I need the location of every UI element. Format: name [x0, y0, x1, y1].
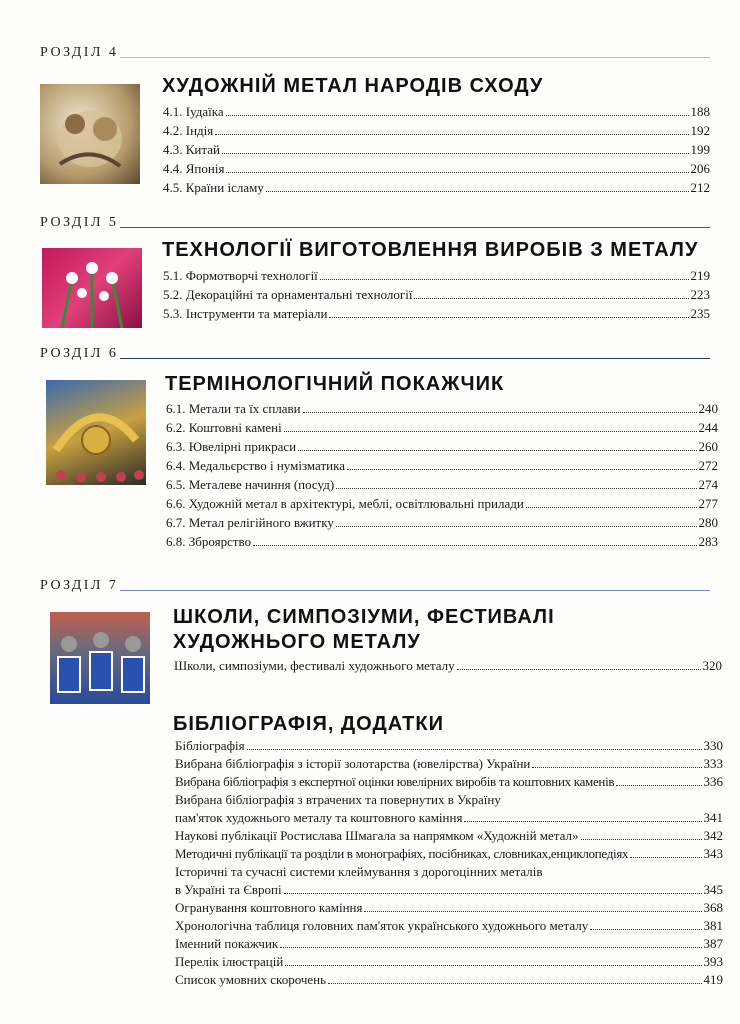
entry-label: 6.4. Медальєрство і нумізматика: [166, 458, 346, 473]
entry-label: Методичні публікації та розділи в монографіях, посібниках, словниках,енциклопедіях: [175, 846, 629, 861]
section-title: ТЕХНОЛОГІЇ ВИГОТОВЛЕННЯ ВИРОБІВ З МЕТАЛУ: [162, 239, 699, 261]
section-4-entries: [163, 104, 710, 199]
entry-page: 345: [703, 882, 723, 897]
entry-label: 6.5. Металеве начиння (посуд): [166, 477, 335, 492]
knights-icon: [50, 612, 150, 704]
entry-page: 381: [703, 918, 723, 933]
toc-entry[interactable]: [175, 828, 723, 846]
entry-label: 6.6. Художній метал в архітектурі, меблі, освітлювальні прилади: [166, 496, 524, 511]
entry-page: 419: [703, 972, 723, 987]
section-rule: [120, 358, 710, 359]
entry-label: 6.2. Коштовні камені: [166, 420, 282, 435]
toc-entry[interactable]: [163, 180, 710, 199]
toc-entry[interactable]: [166, 534, 718, 553]
section-7-entries: [174, 658, 722, 677]
toc-entry[interactable]: [175, 846, 723, 864]
toc-entry[interactable]: [163, 104, 710, 123]
entry-page: 336: [703, 774, 723, 789]
toc-entry[interactable]: [175, 972, 723, 990]
toc-entry[interactable]: [175, 792, 723, 810]
entry-label: 4.2. Індія: [163, 123, 214, 138]
entry-page: 244: [698, 420, 718, 435]
section-6-entries: [166, 401, 718, 553]
section-rule: [120, 227, 710, 228]
toc-entry[interactable]: [175, 936, 723, 954]
lily-flowers-icon: [42, 248, 142, 328]
appendix-entries: [175, 738, 723, 990]
toc-entry[interactable]: [175, 738, 723, 756]
toc-entry[interactable]: [166, 458, 718, 477]
entry-label: Огранування коштовного каміння: [175, 900, 363, 915]
section-5-entries: [163, 268, 710, 325]
entry-page: 199: [690, 142, 710, 157]
toc-entry[interactable]: [163, 161, 710, 180]
section-5-header: [40, 215, 710, 231]
entry-label: Іменний покажчик: [175, 936, 279, 951]
entry-page: 235: [690, 306, 710, 321]
toc-entry[interactable]: [163, 306, 710, 325]
section-label: РОЗДІЛ 6: [40, 346, 119, 361]
entry-page: 277: [698, 496, 718, 511]
entry-label: Бібліографія: [175, 738, 245, 753]
entry-page: 272: [698, 458, 718, 473]
toc-entry[interactable]: [175, 864, 723, 882]
toc-entry[interactable]: [166, 496, 718, 515]
entry-label: 4.3. Китай: [163, 142, 220, 157]
entry-page: 283: [698, 534, 718, 549]
entry-label: Список умовних скорочень: [175, 972, 327, 987]
toc-entry[interactable]: [166, 515, 718, 534]
entry-page: 260: [698, 439, 718, 454]
section-rule: [120, 590, 710, 591]
entry-page: 240: [698, 401, 718, 416]
entry-page: 333: [703, 756, 723, 771]
entry-label: 6.7. Метал релігійного вжитку: [166, 515, 334, 530]
entry-page: 219: [690, 268, 710, 283]
section-label: РОЗДІЛ 4: [40, 45, 119, 60]
entry-label: Вибрана бібліографія з експертної оцінки ювелірних виробів та коштовних каменів: [175, 774, 615, 789]
section-label: РОЗДІЛ 5: [40, 215, 119, 230]
toc-entry[interactable]: [175, 918, 723, 936]
entry-label-line1: Історичні та сучасні системи клеймування з дорогоцінних металів: [175, 864, 543, 879]
toc-entry[interactable]: [175, 954, 723, 972]
entry-page: 393: [703, 954, 723, 969]
entry-page: 274: [698, 477, 718, 492]
entry-page: 188: [690, 104, 710, 119]
entry-page: 342: [703, 828, 723, 843]
entry-page: 387: [703, 936, 723, 951]
entry-label-line1: Вибрана бібліографія з втрачених та повернутих в Україну: [175, 792, 501, 807]
section-title-line2: ХУДОЖНЬОГО МЕТАЛУ: [173, 631, 421, 653]
section-4-image: [40, 84, 140, 184]
entry-page: 330: [703, 738, 723, 753]
carved-figure-icon: [40, 84, 140, 184]
toc-entry[interactable]: [175, 900, 723, 918]
entry-page: 212: [690, 180, 710, 195]
toc-entry[interactable]: [163, 142, 710, 161]
toc-entry-cont[interactable]: [175, 810, 723, 828]
section-7-image: [50, 612, 150, 704]
entry-label: 5.1. Формотворчі технології: [163, 268, 318, 283]
entry-label: 4.1. Іудаїка: [163, 104, 224, 119]
entry-label: 6.8. Зброярство: [166, 534, 252, 549]
section-label: РОЗДІЛ 7: [40, 578, 119, 593]
toc-entry[interactable]: [166, 477, 718, 496]
section-rule: [120, 57, 710, 58]
entry-page: 368: [703, 900, 723, 915]
toc-entry-cont[interactable]: [175, 882, 723, 900]
entry-label: Наукові публікації Ростислава Шмагала за напрямком «Художній метал»: [175, 828, 579, 843]
entry-label: 5.3. Інструменти та матеріали: [163, 306, 328, 321]
gold-jewelry-icon: [46, 380, 146, 485]
section-4-header: [40, 45, 710, 61]
entry-label: 6.1. Метали та їх сплави: [166, 401, 301, 416]
toc-entry[interactable]: [174, 658, 722, 677]
entry-label: Школи, симпозіуми, фестивалі художнього металу: [174, 658, 455, 673]
entry-label: 5.2. Декораційні та орнаментальні технології: [163, 287, 413, 302]
entry-page: 343: [703, 846, 723, 861]
entry-label: 4.5. Країни ісламу: [163, 180, 264, 195]
section-5-image: [42, 248, 142, 328]
entry-label: Хронологічна таблиця головних пам'яток українського художнього металу: [175, 918, 589, 933]
entry-label: Перелік ілюстрацій: [175, 954, 284, 969]
entry-page: 280: [698, 515, 718, 530]
entry-label-line2: в Україні та Європі: [175, 882, 282, 897]
section-title: ХУДОЖНІЙ МЕТАЛ НАРОДІВ СХОДУ: [162, 75, 544, 97]
entry-page: 206: [690, 161, 710, 176]
toc-entry[interactable]: [163, 268, 710, 287]
entry-page: 192: [690, 123, 710, 138]
toc-entry[interactable]: [166, 439, 718, 458]
toc-entry[interactable]: [166, 420, 718, 439]
entry-label: 6.3. Ювелірні прикраси: [166, 439, 297, 454]
entry-page: 223: [690, 287, 710, 302]
section-6-header: [40, 346, 710, 362]
entry-page: 320: [702, 658, 722, 673]
toc-entry[interactable]: [163, 287, 710, 306]
entry-label: Вибрана бібліографія з історії золотарства (ювелірства) України: [175, 756, 531, 771]
entry-label: 4.4. Японія: [163, 161, 225, 176]
entry-label-line2: пам'яток художнього металу та коштовного каміння: [175, 810, 463, 825]
entry-page: 341: [703, 810, 723, 825]
toc-entry[interactable]: [166, 401, 718, 420]
toc-entry[interactable]: [163, 123, 710, 142]
section-7-header: [40, 578, 710, 594]
toc-entry[interactable]: [175, 756, 723, 774]
appendix-title: БІБЛІОГРАФІЯ, ДОДАТКИ: [173, 713, 444, 735]
toc-entry[interactable]: [175, 774, 723, 792]
section-title: ТЕРМІНОЛОГІЧНИЙ ПОКАЖЧИК: [165, 373, 505, 395]
section-6-image: [46, 380, 146, 485]
section-title-line1: ШКОЛИ, СИМПОЗІУМИ, ФЕСТИВАЛІ: [173, 606, 555, 628]
